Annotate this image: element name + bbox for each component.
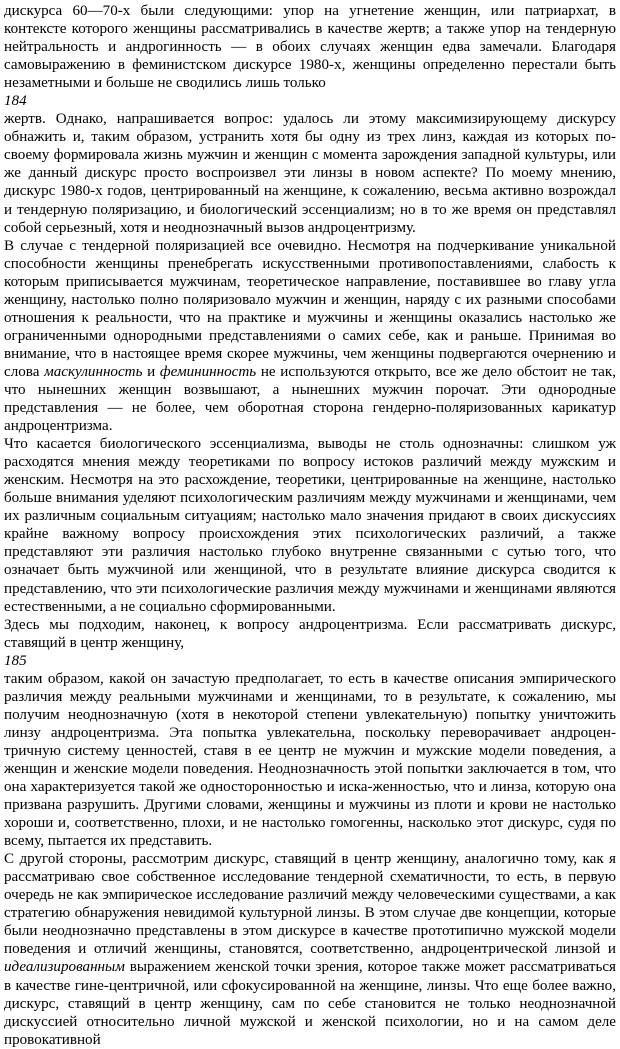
emphasis-masculinity: маскулинность [44,363,143,380]
paragraph-5: Здесь мы подходим, наконец, к вопросу андроцентризма. Если рассматривать дискурс, ставящий в центр женщину, [4,616,616,651]
paragraph-3-text-before: В случае с тендерной поляризацией все очевидно. Несмотря на подчеркивание уникальной способности женщины пренебрегать искусственными противопоставлениями, слабость к которым приписывается мужчинам, теоретическое направление, поставившее во главу угла женщину, настолько полно поляризовало мужчин и женщин, наряду с их разными способами отношения к реальности, что на практике и мужчины и женщины оказались настолько же ограниченными однородными представлениями о самих себе, как и раньше. Принимая во внимание, что в настоящее время скорее мужчины, чем женщины подвергаются очернению и слова [4,237,616,380]
paragraph-6: таким образом, какой он зачастую предполагает, то есть в качестве описания эмпирического различия между реальными мужчинами и женщинами, то в результате, к сожалению, мы получим неоднозначную (хотя в некоторой степени увлекательную) попытку уничтожить линзу андроцентризма. Эта попытка увлекательна, поскольку переворачивает андроцен-тричную систему ценностей, ставя в ее центр не мужчин и мужские модели поведения, а женщин и женские модели поведения. Неоднозначность этой попытки заключается в том, что она характеризуется такой же односторонностью и иска-женностью, что и линза, которую она призвана разрушить. Другими словами, женщины и мужчины из плоти и крови не настолько хороши и, соответственно, плохи, и не настолько гомогенны, насколько этот дискурс, судя по всему, пытается их представить. [4,670,616,850]
paragraph-4: Что касается биологического эссенциализма, выводы не столь однозначны: слишком уж расходятся мнения между теоретиками по вопросу истоков различий между мужским и женским. Несмотря на это расхождение, теоретики, центрированные на женщине, настолько больше внимания уделяют психологическим различиям между мужчинами и женщинами, чем их различным социальным ситуациям; настолько мало значения придают в своих дискуссиях крайне важному вопросу происхождения этих психологических различий, а также представляют эти различия настолько глубоко внутренне связанными с сутью того, что означает быть мужчиной или женщиной, что в результате влияние дискурса сводится к представлению, что эти психологические различия между мужчинами и женщинами являются естественными, а не социально сформированными. [4,436,616,615]
paragraph-3-text-middle: и [142,363,160,380]
paragraph-7 [4,850,616,1049]
paragraph-2: жертв. Однако, напрашивается вопрос: удалось ли этому максимизирующему дискурсу обнажить и, таким образом, устранить хотя бы одну из трех линз, каждая из которых по-своему формировала жизнь мужчин и женщин с момента зарождения западной культуры, или же данный дискурс просто воспроизвел эти линзы в новом аспекте? По моему мнению, дискурс 1980-х годов, центрированный на женщине, к сожалению, весьма активно возрождал и тендерную поляризацию, и биологический эссенциализм; но в то же время он представлял собой серьезный, хотя и неоднозначный вызов андроцентризму. [4,111,616,236]
paragraph-7-text-after: выражением женской точки зрения, которое также может рассматриваться в качестве гине-центричной, или сфокусированной на женщине, линзы. Что еще более важно, дискурс, ставящий в центр женщину, сам по себе становится не только неоднозначной дискуссией относительно личной мужской и женской психологии, но и на самом деле провокативной [4,959,616,1048]
emphasis-femininity: фемининность [159,363,257,380]
page-number-184: 184 [4,93,27,110]
emphasis-idealized: идеализированным [4,959,125,976]
paragraph-3-text-after: не используются открыто, все же дело обстоит не так, что нынешних женщин возвышают, а нынешних мужчин порочат. Эти однородные представления — не более, чем оборотная сторона гендерно-поляризованных карикатур андроцентризма. [4,363,616,435]
page-number-185: 185 [4,652,27,669]
paragraph-7-text-before: С другой стороны, рассмотрим дискурс, ставящий в центр женщину, аналогично тому, как я рассматриваю свое собственное исследование тендерной схематичности, то есть, в первую очередь не как эмпирическое исследование различий между человеческими существами, а как стратегию обнаружения невидимой культурной линзы. В этом случае две концепции, которые были неоднозначно представлены в этом дискурсе в качестве прототипично мужской модели поведения и отличий женщины, становятся, соответственно, андроцентрической линзой и [4,851,616,958]
paragraph-3 [4,237,616,436]
paragraph-1: дискурса 60—70-х были следующими: упор на угнетение женщин, или патриархат, в контексте которого женщины рассматривались в качестве жертв; а также упор на тендерную нейтральность и андрогинность — в обоих случаях женщин едва замечали. Благодаря самовыражению в феминистском дискурсе 1980-х, женщины определенно перестали быть незаметными и больше не сводились лишь только [4,3,616,92]
